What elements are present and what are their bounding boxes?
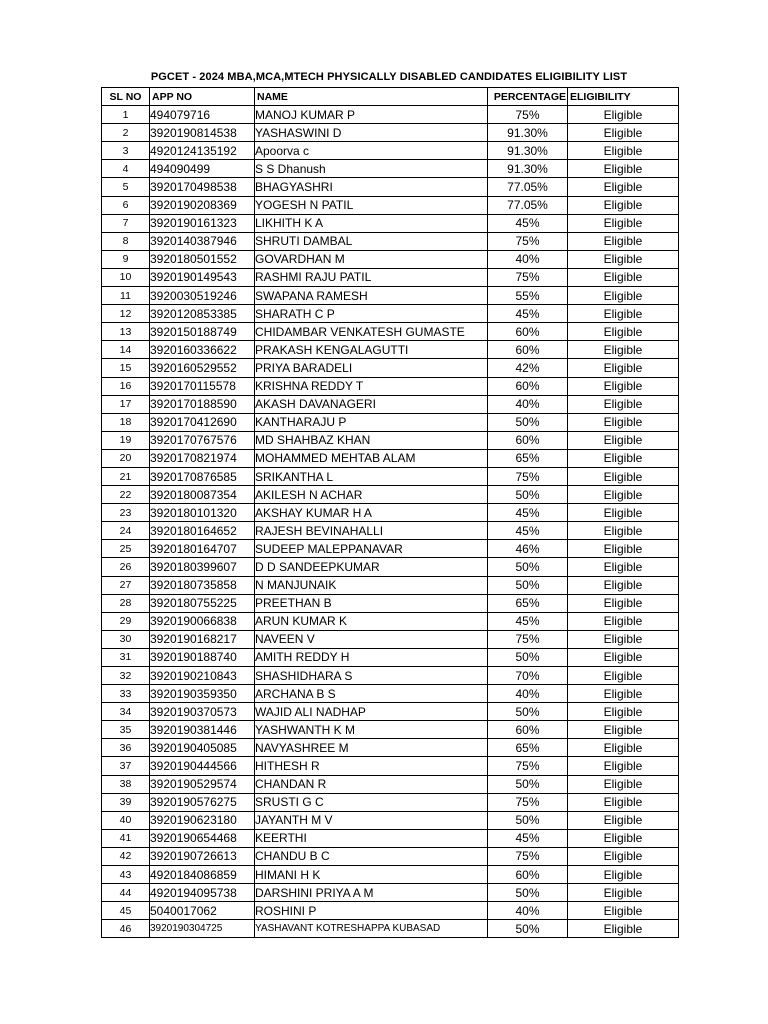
cell-eligibility: Eligible <box>568 395 679 413</box>
cell-name: AKILESH N ACHAR <box>255 486 488 504</box>
cell-percentage: 91.30% <box>488 124 568 142</box>
table-row <box>102 124 679 142</box>
table-row <box>102 413 679 431</box>
cell-name: LIKHITH K A <box>255 214 488 232</box>
cell-sl-no: 6 <box>102 196 150 214</box>
cell-app-no: 3920180755225 <box>150 594 255 612</box>
cell-sl-no: 43 <box>102 866 150 884</box>
cell-name: SRUSTI G C <box>255 793 488 811</box>
table-row <box>102 214 679 232</box>
cell-name: RASHMI RAJU PATIL <box>255 268 488 286</box>
table-row <box>102 467 679 485</box>
cell-eligibility: Eligible <box>568 178 679 196</box>
cell-percentage: 50% <box>488 775 568 793</box>
table-row <box>102 196 679 214</box>
header-app-no: APP NO <box>150 88 255 106</box>
cell-sl-no: 3 <box>102 142 150 160</box>
cell-name: MOHAMMED MEHTAB ALAM <box>255 449 488 467</box>
cell-app-no: 4920194095738 <box>150 884 255 902</box>
cell-percentage: 40% <box>488 685 568 703</box>
cell-eligibility: Eligible <box>568 413 679 431</box>
cell-sl-no: 20 <box>102 449 150 467</box>
cell-eligibility: Eligible <box>568 847 679 865</box>
table-row <box>102 757 679 775</box>
table-row <box>102 268 679 286</box>
cell-eligibility: Eligible <box>568 793 679 811</box>
table-row <box>102 106 679 124</box>
cell-app-no: 3920190161323 <box>150 214 255 232</box>
cell-app-no: 3920190168217 <box>150 630 255 648</box>
cell-percentage: 75% <box>488 630 568 648</box>
table-row <box>102 685 679 703</box>
cell-app-no: 3920170876585 <box>150 467 255 485</box>
cell-eligibility: Eligible <box>568 160 679 178</box>
cell-name: YASHAVANT KOTRESHAPPA KUBASAD <box>255 920 488 938</box>
table-row <box>102 594 679 612</box>
cell-percentage: 45% <box>488 612 568 630</box>
cell-eligibility: Eligible <box>568 504 679 522</box>
cell-sl-no: 4 <box>102 160 150 178</box>
cell-sl-no: 9 <box>102 250 150 268</box>
cell-sl-no: 39 <box>102 793 150 811</box>
cell-sl-no: 8 <box>102 232 150 250</box>
cell-app-no: 3920180101320 <box>150 504 255 522</box>
cell-eligibility: Eligible <box>568 594 679 612</box>
cell-app-no: 3920190210843 <box>150 667 255 685</box>
cell-sl-no: 26 <box>102 558 150 576</box>
table-body <box>102 106 679 938</box>
cell-name: CHANDAN R <box>255 775 488 793</box>
cell-app-no: 4920124135192 <box>150 142 255 160</box>
cell-sl-no: 45 <box>102 902 150 920</box>
cell-eligibility: Eligible <box>568 232 679 250</box>
cell-app-no: 3920180501552 <box>150 250 255 268</box>
cell-name: NAVEEN V <box>255 630 488 648</box>
cell-sl-no: 7 <box>102 214 150 232</box>
cell-name: AMITH REDDY H <box>255 648 488 666</box>
cell-sl-no: 21 <box>102 467 150 485</box>
cell-app-no: 4920184086859 <box>150 866 255 884</box>
cell-eligibility: Eligible <box>568 522 679 540</box>
cell-percentage: 50% <box>488 703 568 721</box>
cell-eligibility: Eligible <box>568 486 679 504</box>
cell-percentage: 75% <box>488 793 568 811</box>
cell-percentage: 70% <box>488 667 568 685</box>
eligibility-table <box>101 87 679 938</box>
cell-app-no: 3920180164652 <box>150 522 255 540</box>
cell-name: PRAKASH KENGALAGUTTI <box>255 341 488 359</box>
cell-sl-no: 18 <box>102 413 150 431</box>
cell-eligibility: Eligible <box>568 920 679 938</box>
cell-name: SHRUTI DAMBAL <box>255 232 488 250</box>
table-row <box>102 142 679 160</box>
cell-app-no: 3920150188749 <box>150 323 255 341</box>
cell-sl-no: 5 <box>102 178 150 196</box>
cell-app-no: 3920190188740 <box>150 648 255 666</box>
cell-name: YASHWANTH K M <box>255 721 488 739</box>
table-row <box>102 847 679 865</box>
cell-percentage: 75% <box>488 268 568 286</box>
cell-percentage: 40% <box>488 395 568 413</box>
cell-name: SRIKANTHA L <box>255 467 488 485</box>
table-row <box>102 287 679 305</box>
cell-eligibility: Eligible <box>568 214 679 232</box>
cell-sl-no: 36 <box>102 739 150 757</box>
cell-name: MD SHAHBAZ KHAN <box>255 431 488 449</box>
cell-percentage: 45% <box>488 305 568 323</box>
cell-app-no: 3920170821974 <box>150 449 255 467</box>
cell-name: N MANJUNAIK <box>255 576 488 594</box>
document-title: PGCET - 2024 MBA,MCA,MTECH PHYSICALLY DISABLED CANDIDATES ELIGIBILITY LIST <box>150 71 628 83</box>
cell-eligibility: Eligible <box>568 739 679 757</box>
cell-percentage: 91.30% <box>488 160 568 178</box>
cell-app-no: 3920190654468 <box>150 829 255 847</box>
cell-eligibility: Eligible <box>568 576 679 594</box>
cell-name: JAYANTH M V <box>255 811 488 829</box>
cell-name: KRISHNA REDDY T <box>255 377 488 395</box>
cell-percentage: 77.05% <box>488 196 568 214</box>
cell-eligibility: Eligible <box>568 757 679 775</box>
cell-name: Apoorva c <box>255 142 488 160</box>
cell-app-no: 3920180087354 <box>150 486 255 504</box>
cell-name: SHARATH C P <box>255 305 488 323</box>
table-row <box>102 178 679 196</box>
cell-sl-no: 27 <box>102 576 150 594</box>
cell-app-no: 3920180399607 <box>150 558 255 576</box>
table-row <box>102 540 679 558</box>
cell-percentage: 50% <box>488 648 568 666</box>
header-eligibility: ELIGIBILITY <box>568 88 679 106</box>
table-row <box>102 504 679 522</box>
cell-percentage: 60% <box>488 341 568 359</box>
cell-app-no: 3920190726613 <box>150 847 255 865</box>
cell-percentage: 65% <box>488 594 568 612</box>
cell-app-no: 3920190359350 <box>150 685 255 703</box>
cell-app-no: 3920190623180 <box>150 811 255 829</box>
cell-eligibility: Eligible <box>568 884 679 902</box>
cell-name: KEERTHI <box>255 829 488 847</box>
cell-app-no: 3920190576275 <box>150 793 255 811</box>
cell-name: RAJESH BEVINAHALLI <box>255 522 488 540</box>
cell-sl-no: 2 <box>102 124 150 142</box>
cell-eligibility: Eligible <box>568 667 679 685</box>
table-row <box>102 775 679 793</box>
cell-sl-no: 33 <box>102 685 150 703</box>
cell-name: MANOJ KUMAR P <box>255 106 488 124</box>
cell-percentage: 50% <box>488 811 568 829</box>
cell-name: KANTHARAJU P <box>255 413 488 431</box>
cell-eligibility: Eligible <box>568 268 679 286</box>
cell-app-no: 3920170412690 <box>150 413 255 431</box>
table-row <box>102 558 679 576</box>
cell-eligibility: Eligible <box>568 305 679 323</box>
table-row <box>102 576 679 594</box>
table-row <box>102 160 679 178</box>
cell-name: GOVARDHAN M <box>255 250 488 268</box>
cell-sl-no: 35 <box>102 721 150 739</box>
cell-sl-no: 28 <box>102 594 150 612</box>
cell-percentage: 77.05% <box>488 178 568 196</box>
cell-eligibility: Eligible <box>568 287 679 305</box>
table-row <box>102 305 679 323</box>
cell-name: SUDEEP MALEPPANAVAR <box>255 540 488 558</box>
cell-eligibility: Eligible <box>568 721 679 739</box>
cell-percentage: 60% <box>488 377 568 395</box>
cell-eligibility: Eligible <box>568 449 679 467</box>
table-row <box>102 341 679 359</box>
cell-eligibility: Eligible <box>568 630 679 648</box>
cell-app-no: 3920190304725 <box>150 920 255 938</box>
header-name: NAME <box>255 88 488 106</box>
cell-name: ARUN KUMAR K <box>255 612 488 630</box>
cell-sl-no: 29 <box>102 612 150 630</box>
cell-name: YOGESH N PATIL <box>255 196 488 214</box>
cell-eligibility: Eligible <box>568 196 679 214</box>
cell-app-no: 3920190066838 <box>150 612 255 630</box>
cell-eligibility: Eligible <box>568 648 679 666</box>
table-row <box>102 377 679 395</box>
cell-app-no: 3920190444566 <box>150 757 255 775</box>
cell-eligibility: Eligible <box>568 359 679 377</box>
cell-sl-no: 19 <box>102 431 150 449</box>
cell-eligibility: Eligible <box>568 902 679 920</box>
table-row <box>102 232 679 250</box>
cell-percentage: 50% <box>488 576 568 594</box>
cell-name: ROSHINI P <box>255 902 488 920</box>
cell-name: HITHESH R <box>255 757 488 775</box>
cell-name: SHASHIDHARA S <box>255 667 488 685</box>
cell-app-no: 3920120853385 <box>150 305 255 323</box>
cell-percentage: 60% <box>488 323 568 341</box>
cell-sl-no: 41 <box>102 829 150 847</box>
cell-name: BHAGYASHRI <box>255 178 488 196</box>
cell-sl-no: 30 <box>102 630 150 648</box>
table-row <box>102 486 679 504</box>
cell-percentage: 75% <box>488 232 568 250</box>
cell-name: YASHASWINI D <box>255 124 488 142</box>
cell-app-no: 3920170498538 <box>150 178 255 196</box>
cell-eligibility: Eligible <box>568 106 679 124</box>
cell-app-no: 3920190149543 <box>150 268 255 286</box>
cell-percentage: 50% <box>488 413 568 431</box>
table-row <box>102 431 679 449</box>
cell-percentage: 75% <box>488 757 568 775</box>
cell-eligibility: Eligible <box>568 829 679 847</box>
cell-sl-no: 14 <box>102 341 150 359</box>
table-row <box>102 359 679 377</box>
cell-percentage: 45% <box>488 504 568 522</box>
cell-eligibility: Eligible <box>568 142 679 160</box>
cell-sl-no: 25 <box>102 540 150 558</box>
cell-sl-no: 32 <box>102 667 150 685</box>
cell-name: HIMANI H K <box>255 866 488 884</box>
cell-sl-no: 23 <box>102 504 150 522</box>
cell-eligibility: Eligible <box>568 467 679 485</box>
cell-percentage: 40% <box>488 250 568 268</box>
cell-sl-no: 24 <box>102 522 150 540</box>
cell-sl-no: 17 <box>102 395 150 413</box>
cell-name: PRIYA BARADELI <box>255 359 488 377</box>
cell-eligibility: Eligible <box>568 703 679 721</box>
cell-name: WAJID ALI NADHAP <box>255 703 488 721</box>
table-row <box>102 612 679 630</box>
cell-sl-no: 46 <box>102 920 150 938</box>
table-header-row <box>102 88 679 106</box>
cell-app-no: 3920160529552 <box>150 359 255 377</box>
cell-eligibility: Eligible <box>568 540 679 558</box>
cell-percentage: 75% <box>488 467 568 485</box>
cell-percentage: 65% <box>488 739 568 757</box>
cell-sl-no: 44 <box>102 884 150 902</box>
cell-name: D D SANDEEPKUMAR <box>255 558 488 576</box>
table-row <box>102 630 679 648</box>
cell-app-no: 3920160336622 <box>150 341 255 359</box>
cell-sl-no: 1 <box>102 106 150 124</box>
cell-percentage: 75% <box>488 847 568 865</box>
cell-sl-no: 12 <box>102 305 150 323</box>
cell-app-no: 3920190529574 <box>150 775 255 793</box>
cell-eligibility: Eligible <box>568 323 679 341</box>
cell-eligibility: Eligible <box>568 250 679 268</box>
cell-sl-no: 10 <box>102 268 150 286</box>
cell-percentage: 42% <box>488 359 568 377</box>
cell-percentage: 46% <box>488 540 568 558</box>
cell-name: AKSHAY KUMAR H A <box>255 504 488 522</box>
cell-app-no: 3920170767576 <box>150 431 255 449</box>
cell-percentage: 60% <box>488 866 568 884</box>
cell-name: PREETHAN B <box>255 594 488 612</box>
table-row <box>102 721 679 739</box>
cell-eligibility: Eligible <box>568 612 679 630</box>
cell-eligibility: Eligible <box>568 341 679 359</box>
cell-app-no: 3920170188590 <box>150 395 255 413</box>
cell-sl-no: 40 <box>102 811 150 829</box>
cell-app-no: 3920180735858 <box>150 576 255 594</box>
cell-percentage: 50% <box>488 558 568 576</box>
cell-name: CHANDU B C <box>255 847 488 865</box>
cell-app-no: 3920170115578 <box>150 377 255 395</box>
table-row <box>102 395 679 413</box>
cell-app-no: 3920190405085 <box>150 739 255 757</box>
cell-sl-no: 22 <box>102 486 150 504</box>
cell-sl-no: 42 <box>102 847 150 865</box>
table-row <box>102 739 679 757</box>
cell-app-no: 3920190370573 <box>150 703 255 721</box>
cell-eligibility: Eligible <box>568 558 679 576</box>
table-row <box>102 866 679 884</box>
cell-percentage: 75% <box>488 106 568 124</box>
header-sl-no: SL NO <box>102 88 150 106</box>
table-row <box>102 250 679 268</box>
table-row <box>102 920 679 938</box>
cell-eligibility: Eligible <box>568 775 679 793</box>
cell-app-no: 494079716 <box>150 106 255 124</box>
cell-name: AKASH DAVANAGERI <box>255 395 488 413</box>
cell-percentage: 50% <box>488 884 568 902</box>
cell-eligibility: Eligible <box>568 866 679 884</box>
cell-percentage: 55% <box>488 287 568 305</box>
cell-sl-no: 38 <box>102 775 150 793</box>
cell-percentage: 45% <box>488 522 568 540</box>
table-row <box>102 667 679 685</box>
cell-app-no: 3920180164707 <box>150 540 255 558</box>
cell-app-no: 3920190208369 <box>150 196 255 214</box>
cell-percentage: 50% <box>488 486 568 504</box>
cell-app-no: 3920030519246 <box>150 287 255 305</box>
cell-percentage: 50% <box>488 920 568 938</box>
cell-eligibility: Eligible <box>568 685 679 703</box>
cell-sl-no: 34 <box>102 703 150 721</box>
cell-sl-no: 37 <box>102 757 150 775</box>
cell-name: SWAPANA RAMESH <box>255 287 488 305</box>
table-row <box>102 522 679 540</box>
table-row <box>102 902 679 920</box>
cell-name: DARSHINI PRIYA A M <box>255 884 488 902</box>
cell-app-no: 3920190381446 <box>150 721 255 739</box>
cell-percentage: 60% <box>488 721 568 739</box>
cell-sl-no: 11 <box>102 287 150 305</box>
cell-percentage: 91.30% <box>488 142 568 160</box>
cell-percentage: 45% <box>488 829 568 847</box>
cell-percentage: 60% <box>488 431 568 449</box>
cell-app-no: 3920140387946 <box>150 232 255 250</box>
cell-name: NAVYASHREE M <box>255 739 488 757</box>
cell-name: CHIDAMBAR VENKATESH GUMASTE <box>255 323 488 341</box>
cell-app-no: 494090499 <box>150 160 255 178</box>
cell-app-no: 5040017062 <box>150 902 255 920</box>
cell-name: S S Dhanush <box>255 160 488 178</box>
table-row <box>102 449 679 467</box>
cell-eligibility: Eligible <box>568 811 679 829</box>
table-row <box>102 793 679 811</box>
cell-percentage: 45% <box>488 214 568 232</box>
cell-percentage: 65% <box>488 449 568 467</box>
table-row <box>102 703 679 721</box>
cell-name: ARCHANA B S <box>255 685 488 703</box>
cell-sl-no: 31 <box>102 648 150 666</box>
cell-eligibility: Eligible <box>568 124 679 142</box>
table-row <box>102 829 679 847</box>
table-row <box>102 648 679 666</box>
cell-sl-no: 16 <box>102 377 150 395</box>
table-row <box>102 323 679 341</box>
header-percentage: PERCENTAGE <box>488 88 568 106</box>
cell-sl-no: 15 <box>102 359 150 377</box>
cell-app-no: 3920190814538 <box>150 124 255 142</box>
table-row <box>102 811 679 829</box>
cell-eligibility: Eligible <box>568 377 679 395</box>
table-row <box>102 884 679 902</box>
cell-percentage: 40% <box>488 902 568 920</box>
cell-sl-no: 13 <box>102 323 150 341</box>
cell-eligibility: Eligible <box>568 431 679 449</box>
